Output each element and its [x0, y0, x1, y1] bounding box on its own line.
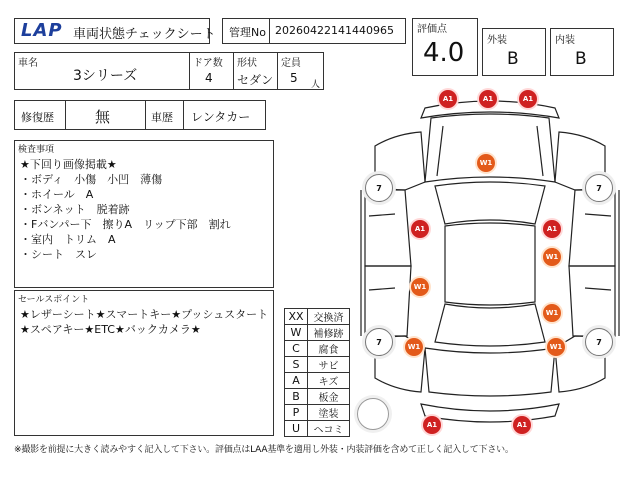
logo: LAP	[21, 20, 63, 41]
rating-box	[412, 18, 478, 76]
rating-value: 4.0	[423, 38, 465, 68]
management-number-label: 管理No	[229, 26, 266, 39]
car-name-value: 3シリーズ	[73, 68, 138, 84]
tire-rear-left: 7	[365, 328, 393, 356]
inspection-line: ・シート スレ	[20, 248, 97, 261]
car-outline-drawing	[355, 86, 625, 438]
tire-front-right: 7	[585, 174, 613, 202]
spare-tire-circle	[357, 398, 389, 430]
damage-mark-a1: A1	[513, 416, 531, 434]
car-history-label: 車歴	[151, 111, 173, 124]
legend-text: 塗装	[307, 404, 350, 421]
legend-code: U	[284, 420, 308, 437]
doors-label: ドア数	[193, 58, 223, 69]
sales-points-box	[14, 290, 274, 436]
legend-text: サビ	[307, 356, 350, 373]
exterior-rating-box	[482, 28, 546, 76]
damage-mark-w1: W1	[411, 278, 429, 296]
legend-code: B	[284, 388, 308, 405]
repair-history-value: 無	[95, 108, 111, 126]
legend-text: 補修跡	[307, 324, 350, 341]
body-type-label: 形状	[237, 58, 257, 69]
sales-points-list	[20, 307, 268, 337]
damage-mark-a1: A1	[479, 90, 497, 108]
legend-text: ヘコミ	[307, 420, 350, 437]
damage-mark-a1: A1	[411, 220, 429, 238]
management-number-box	[222, 18, 406, 44]
interior-rating-box	[550, 28, 614, 76]
repair-history-label: 修復歴	[21, 111, 54, 124]
interior-label: 内装	[555, 35, 575, 46]
damage-mark-w1: W1	[543, 304, 561, 322]
sales-point-line: ★レザーシート★スマートキー★プッシュスタート	[20, 308, 269, 321]
damage-mark-a1: A1	[519, 90, 537, 108]
legend-code: S	[284, 356, 308, 373]
legend-table	[284, 308, 350, 436]
car-name-label: 車名	[18, 58, 38, 69]
legend-text: 板金	[307, 388, 350, 405]
damage-mark-a1: A1	[439, 90, 457, 108]
history-box	[14, 100, 266, 130]
car-diagram	[355, 86, 625, 438]
inspection-label: 検査事項	[18, 145, 55, 155]
damage-mark-w1: W1	[543, 248, 561, 266]
capacity-value: 5	[290, 71, 298, 85]
sales-points-label: セールスポイント	[18, 295, 90, 305]
inspection-line: ・Fバンパー下 擦りA リップ下部 割れ	[20, 218, 231, 231]
exterior-label: 外装	[487, 35, 507, 46]
inspection-line: ★下回り画像掲載★	[20, 158, 117, 171]
legend-code: W	[284, 324, 308, 341]
legend-text: キズ	[307, 372, 350, 389]
tire-front-left: 7	[365, 174, 393, 202]
logo-box	[14, 18, 216, 44]
inspection-line: ・ボンネット 脱着跡	[20, 203, 130, 216]
legend-text: 交換済	[307, 308, 350, 325]
capacity-label: 定員	[281, 58, 301, 69]
damage-mark-w1: W1	[477, 154, 495, 172]
doors-value: 4	[205, 71, 213, 85]
exterior-value: B	[507, 49, 519, 69]
damage-mark-a1: A1	[543, 220, 561, 238]
legend-code: A	[284, 372, 308, 389]
body-type-value: セダン	[237, 73, 274, 87]
interior-value: B	[575, 49, 587, 69]
vehicle-info-box	[14, 52, 324, 90]
legend-code: C	[284, 340, 308, 357]
sales-point-line: ★スペアキー★ETC★バックカメラ★	[20, 323, 201, 336]
inspection-box	[14, 140, 274, 288]
capacity-unit: 人	[311, 80, 321, 90]
inspection-line: ・室内 トリム A	[20, 233, 116, 246]
rating-label: 評価点	[417, 24, 447, 35]
tire-rear-right: 7	[585, 328, 613, 356]
damage-mark-w1: W1	[405, 338, 423, 356]
car-history-value: レンタカー	[191, 110, 251, 124]
legend-code: P	[284, 404, 308, 421]
damage-mark-a1: A1	[423, 416, 441, 434]
inspection-list	[20, 157, 231, 262]
footer-note: ※撮影を前提に大きく読みやすく記入して下さい。評価点はLAA基準を適用し外装・内装評価を含めて正しく記入して下さい。	[14, 445, 514, 455]
damage-mark-w1: W1	[547, 338, 565, 356]
management-number-value: 20260422141440965	[275, 24, 394, 37]
sheet-title: 車両状態チェックシート	[73, 27, 216, 42]
legend-code: XX	[284, 308, 308, 325]
inspection-line: ・ホイール A	[20, 188, 94, 201]
inspection-line: ・ボディ 小傷 小凹 薄傷	[20, 173, 163, 186]
legend-text: 腐食	[307, 340, 350, 357]
